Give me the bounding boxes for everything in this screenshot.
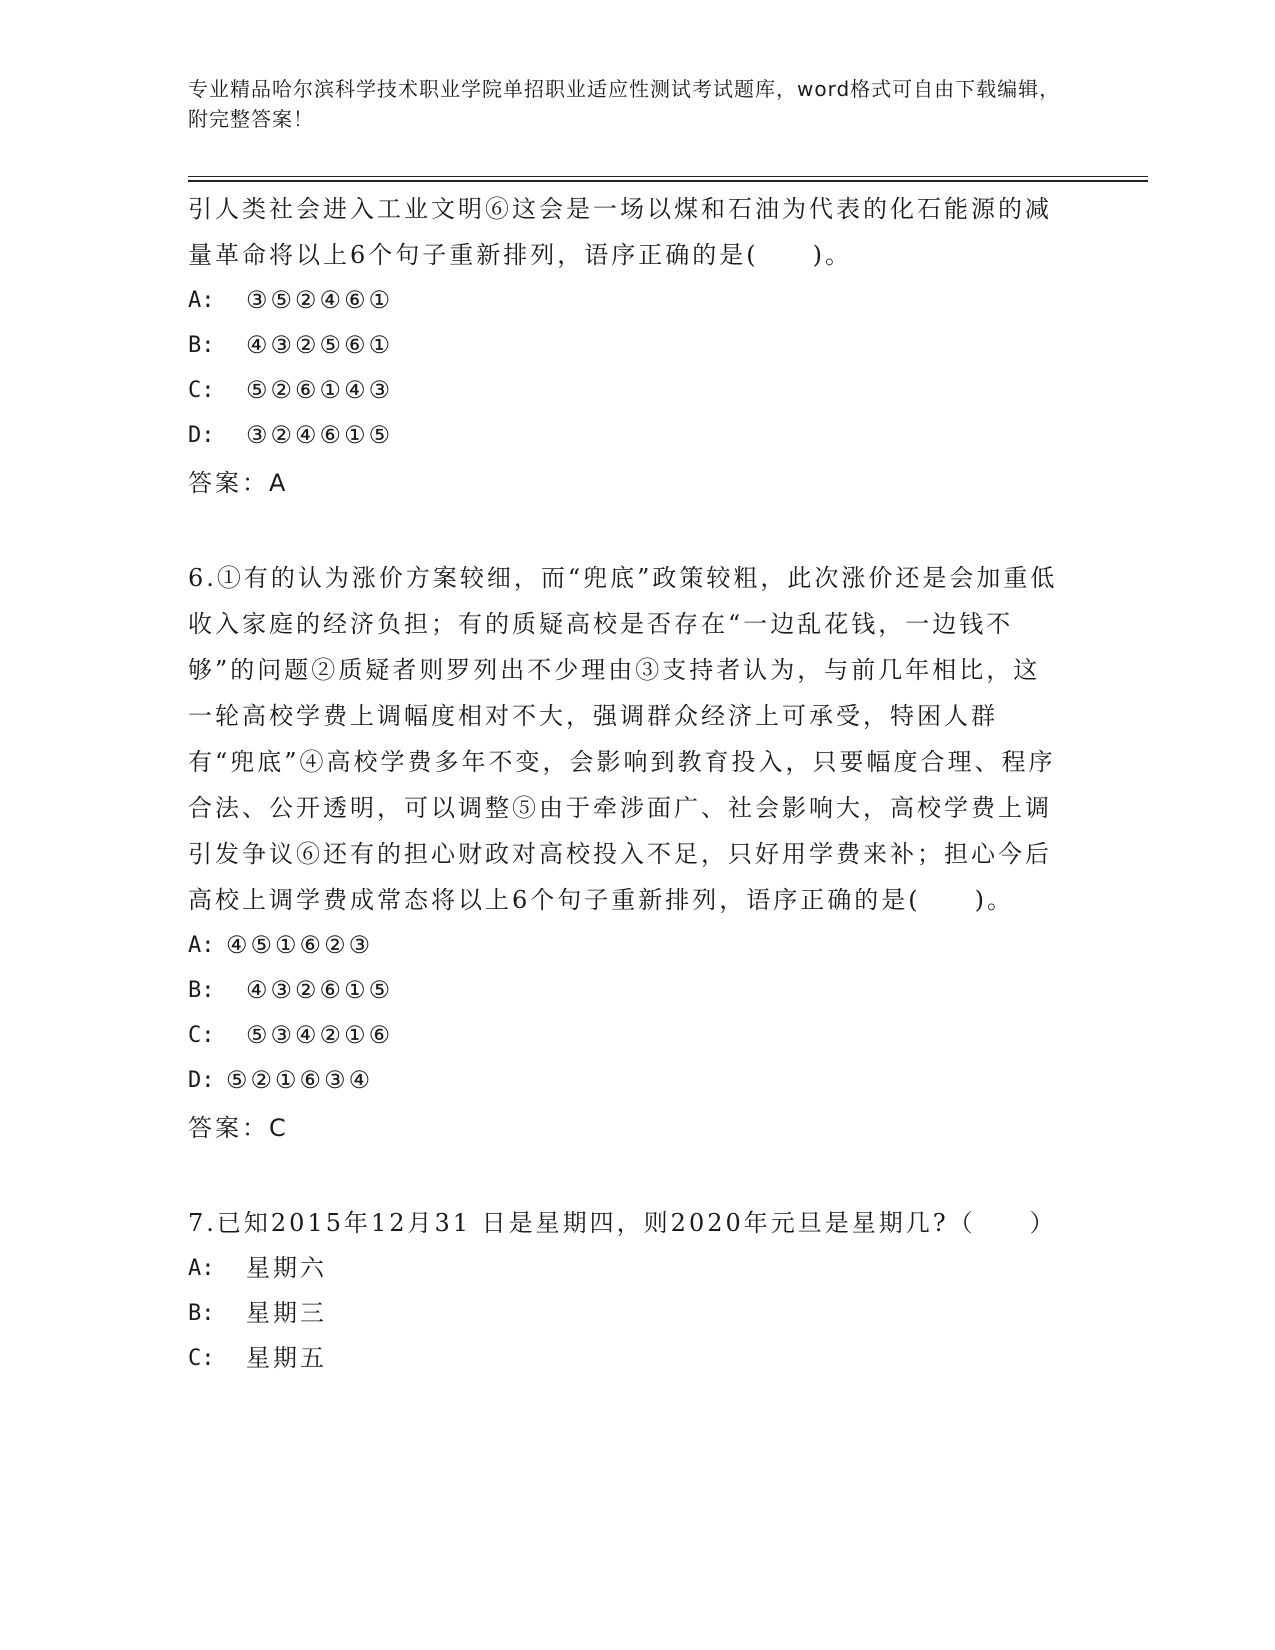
question-7-stem: 7.已知2015年12月31 日是星期四，则2020年元旦是星期几?（ ） <box>188 1209 1057 1237</box>
option-letter: B: <box>188 978 215 1003</box>
header-divider <box>188 176 1148 182</box>
option-letter: C: <box>188 1023 215 1048</box>
option-text: ⑤②⑥①④③ <box>246 376 394 404</box>
question-7-option-c[interactable] <box>188 1336 1058 1381</box>
option-text: 星期三 <box>246 1299 327 1327</box>
option-letter: C: <box>188 378 215 403</box>
question-7-option-a[interactable] <box>188 1246 1058 1291</box>
option-text: ③⑤②④⑥① <box>246 286 394 314</box>
question-6-answer: 答案：C <box>188 1114 289 1142</box>
question-7 <box>188 1200 1058 1381</box>
option-text: 星期六 <box>246 1254 327 1282</box>
option-text: ⑤②①⑥③④ <box>226 1066 374 1094</box>
document-body <box>188 186 1058 1381</box>
option-letter: B: <box>188 1301 215 1326</box>
question-6-option-b[interactable] <box>188 968 1058 1013</box>
question-6-stem: 6.①有的认为涨价方案较细，而“兜底”政策较粗，此次涨价还是会加重低收入家庭的经济负担；有的质疑高校是否存在“一边乱花钱，一边钱不够”的问题②质疑者则罗列出不少理由③支持者认为，与前几年相比，这一轮高校学费上调幅度相对不大，强调群众经济上可承受，特困人群有“兜底”④高校学费多年不变，会影响到教育投入，只要幅度合理、程序合法、公开透明，可以调整⑤由于牵涉面广、社会影响大，高校学费上调引发争议⑥还有的担心财政对高校投入不足，只好用学费来补；担心今后高校上调学费成常态将以上6个句子重新排列，语序正确的是( )。 <box>188 564 1058 914</box>
question-6 <box>188 555 1058 1153</box>
question-5-option-c[interactable] <box>188 368 1058 413</box>
question-5-option-d[interactable] <box>188 413 1058 458</box>
option-letter: B: <box>188 333 215 358</box>
option-text: ④⑤①⑥②③ <box>226 931 374 959</box>
question-5-option-b[interactable] <box>188 323 1058 368</box>
option-text: 星期五 <box>246 1344 327 1372</box>
spacer <box>188 1153 1058 1200</box>
question-7-option-b[interactable] <box>188 1291 1058 1336</box>
option-letter: A: <box>188 288 215 313</box>
option-text: ④③②⑥①⑤ <box>246 976 394 1004</box>
page-header: 专业精品哈尔滨科学技术职业学院单招职业适应性测试考试题库，word格式可自由下载编辑，附完整答案！ <box>188 77 1061 131</box>
option-letter: A: <box>188 1256 215 1281</box>
option-letter: A: <box>188 933 215 958</box>
question-6-option-a[interactable] <box>188 923 1058 968</box>
option-letter: D: <box>188 1068 215 1093</box>
option-text: ③②④⑥①⑤ <box>246 421 394 449</box>
spacer <box>188 508 1058 555</box>
option-letter: C: <box>188 1346 215 1371</box>
option-text: ④③②⑤⑥① <box>246 331 394 359</box>
question-5-option-a[interactable] <box>188 278 1058 323</box>
question-5-stem: 引人类社会进入工业文明⑥这会是一场以煤和石油为代表的化石能源的减量革命将以上6个句子重新排列，语序正确的是( )。 <box>188 195 1052 269</box>
question-5-answer: 答案：A <box>188 469 289 497</box>
question-5 <box>188 186 1058 508</box>
question-6-option-d[interactable] <box>188 1058 1058 1103</box>
option-letter: D: <box>188 423 215 448</box>
option-text: ⑤③④②①⑥ <box>246 1021 394 1049</box>
question-6-option-c[interactable] <box>188 1013 1058 1058</box>
